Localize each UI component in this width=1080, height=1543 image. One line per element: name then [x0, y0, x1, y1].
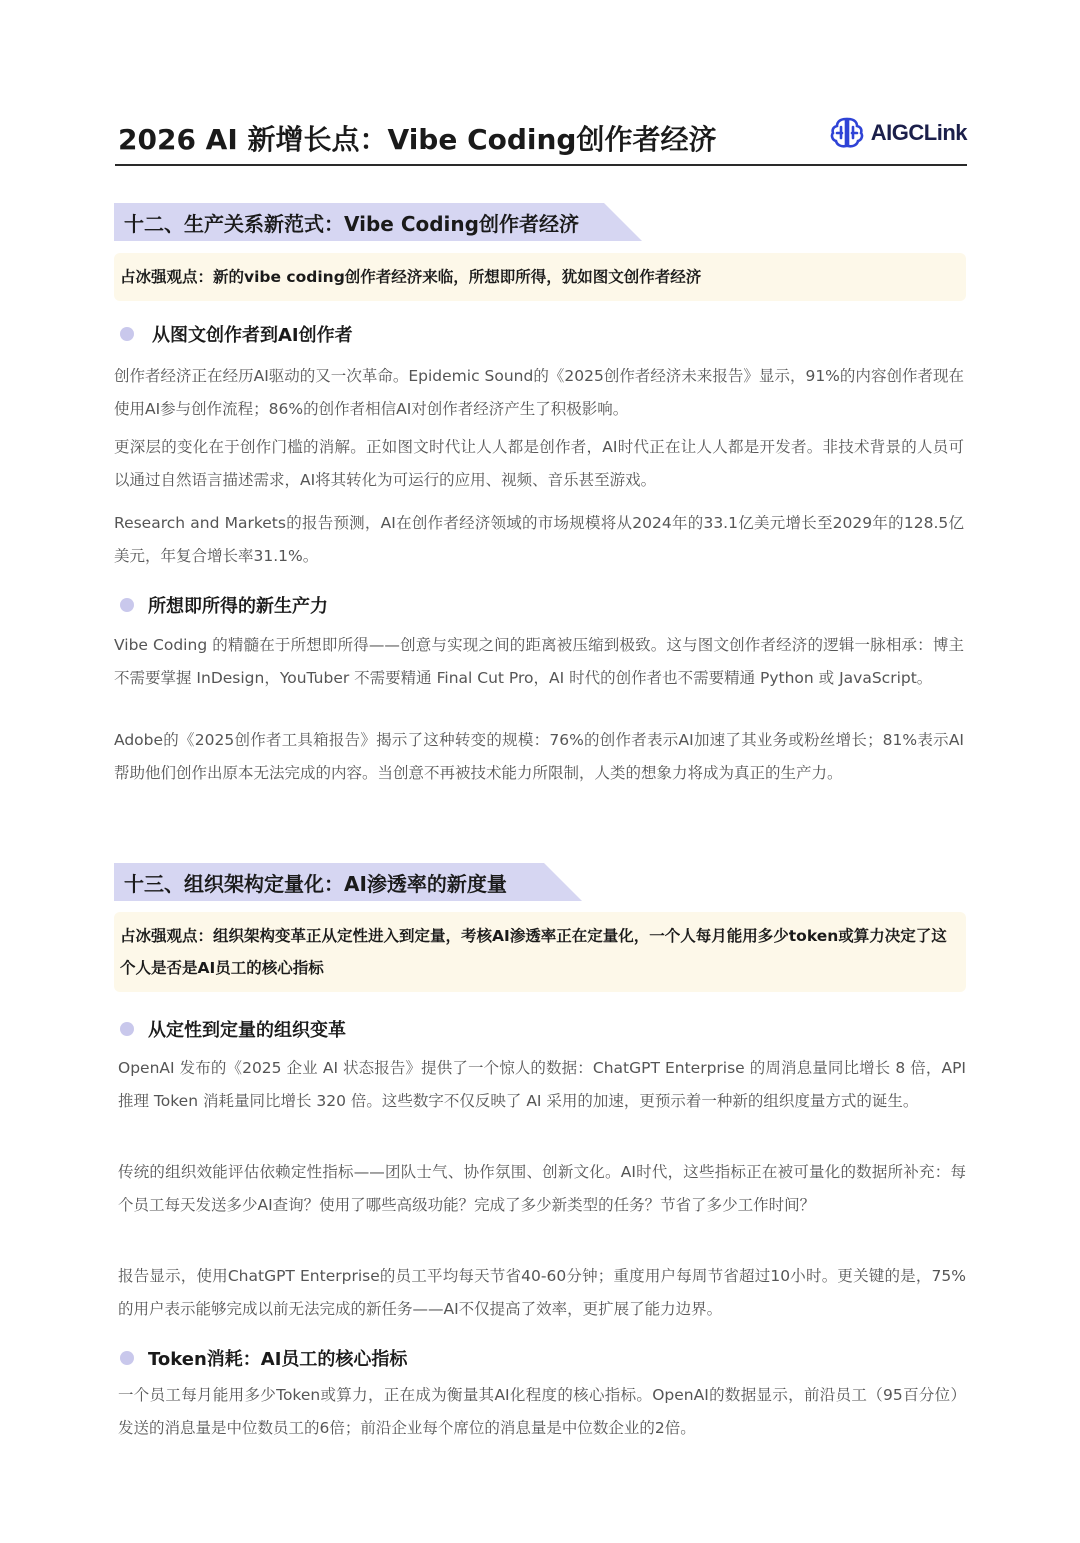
paragraph: Vibe Coding 的精髓在于所想即所得——创意与实现之间的距离被压缩到极致。这与图文创作者经济的逻辑一脉相承：博主不需要掌握 InDesign，YouTuber 不需要精通 Final Cut Pro，AI 时代的创作者也不需要精通 Python 或 JavaScript。 [114, 636, 964, 687]
paragraph: Research and Markets的报告预测，AI在创作者经济领域的市场规模将从2024年的33.1亿美元增长至2029年的128.5亿美元，年复合增长率31.1%。 [114, 514, 964, 565]
paragraph: 更深层的变化在于创作门槛的消解。正如图文时代让人人都是创作者，AI时代正在让人人都是开发者。非技术背景的人员可以通过自然语言描述需求，AI将其转化为可运行的应用、视频、音乐甚至游戏。 [114, 438, 964, 489]
page-title: 2026 AI 新增长点：Vibe Coding创作者经济 [118, 123, 717, 156]
paragraph: 传统的组织效能评估依赖定性指标——团队士气、协作氛围、创新文化。AI时代，这些指标正在被可量化的数据所补充：每个员工每天发送多少AI查询？使用了哪些高级功能？完成了多少新类型的任务？节省了多少工作时间？ [118, 1163, 966, 1214]
page-header [115, 112, 967, 166]
section-12-banner [114, 203, 644, 241]
bullet-icon [120, 1351, 134, 1365]
subheading-text: 所想即所得的新生产力 [148, 596, 328, 617]
viewpoint-text: 占冰强观点：新的vibe coding创作者经济来临，所想即所得，犹如图文创作者经济 [120, 268, 702, 286]
section-13-viewpoint [114, 912, 966, 992]
subheading-qualitative-to-quantitative [120, 1015, 346, 1043]
bullet-icon [120, 327, 134, 341]
paragraph: 创作者经济正在经历AI驱动的又一次革命。Epidemic Sound的《2025创作者经济未来报告》显示，91%的内容创作者现在使用AI参与创作流程；86%的创作者相信AI对创作者经济产生了积极影响。 [114, 367, 964, 418]
subheading-new-productivity [120, 591, 328, 619]
paragraph: Adobe的《2025创作者工具箱报告》揭示了这种转变的规模：76%的创作者表示AI加速了其业务或粉丝增长；81%表示AI帮助他们创作出原本无法完成的内容。当创意不再被技术能力所限制，人类的想象力将成为真正的生产力。 [114, 731, 964, 782]
section-12-title: 十二、生产关系新范式：Vibe Coding创作者经济 [124, 211, 579, 236]
subheading-text: Token消耗：AI员工的核心指标 [148, 1349, 408, 1370]
logo-text: AIGCLink [870, 120, 967, 145]
bullet-icon [120, 598, 134, 612]
paragraph: 一个员工每月能用多少Token或算力，正在成为衡量其AI化程度的核心指标。OpenAI的数据显示，前沿员工（95百分位）发送的消息量是中位数员工的6倍；前沿企业每个席位的消息量是中位数企业的2倍。 [118, 1386, 966, 1437]
section-13-banner [114, 863, 584, 901]
bullet-icon [120, 1022, 134, 1036]
subheading-text: 从定性到定量的组织变革 [148, 1020, 346, 1041]
brand-logo [829, 116, 967, 150]
section-12-viewpoint [114, 253, 966, 301]
subheading-token-consumption [120, 1344, 407, 1372]
subheading-ai-creator [120, 320, 353, 348]
viewpoint-text: 占冰强观点：组织架构变革正从定性进入到定量，考核AI渗透率正在定量化，一个人每月能用多少token或算力决定了这个人是否是AI员工的核心指标 [120, 927, 947, 977]
section-13-title: 十三、组织架构定量化：AI渗透率的新度量 [124, 871, 507, 896]
brain-icon [829, 116, 865, 150]
subheading-text: 从图文创作者到AI创作者 [152, 325, 353, 346]
paragraph: 报告显示，使用ChatGPT Enterprise的员工平均每天节省40-60分钟；重度用户每周节省超过10小时。更关键的是，75%的用户表示能够完成以前无法完成的新任务——AI不仅提高了效率，更扩展了能力边界。 [118, 1267, 966, 1318]
paragraph: OpenAI 发布的《2025 企业 AI 状态报告》提供了一个惊人的数据：ChatGPT Enterprise 的周消息量同比增长 8 倍，API 推理 Token 消耗量同比增长 320 倍。这些数字不仅反映了 AI 采用的加速，更预示着一种新的组织度量方式的诞生。 [118, 1059, 966, 1110]
